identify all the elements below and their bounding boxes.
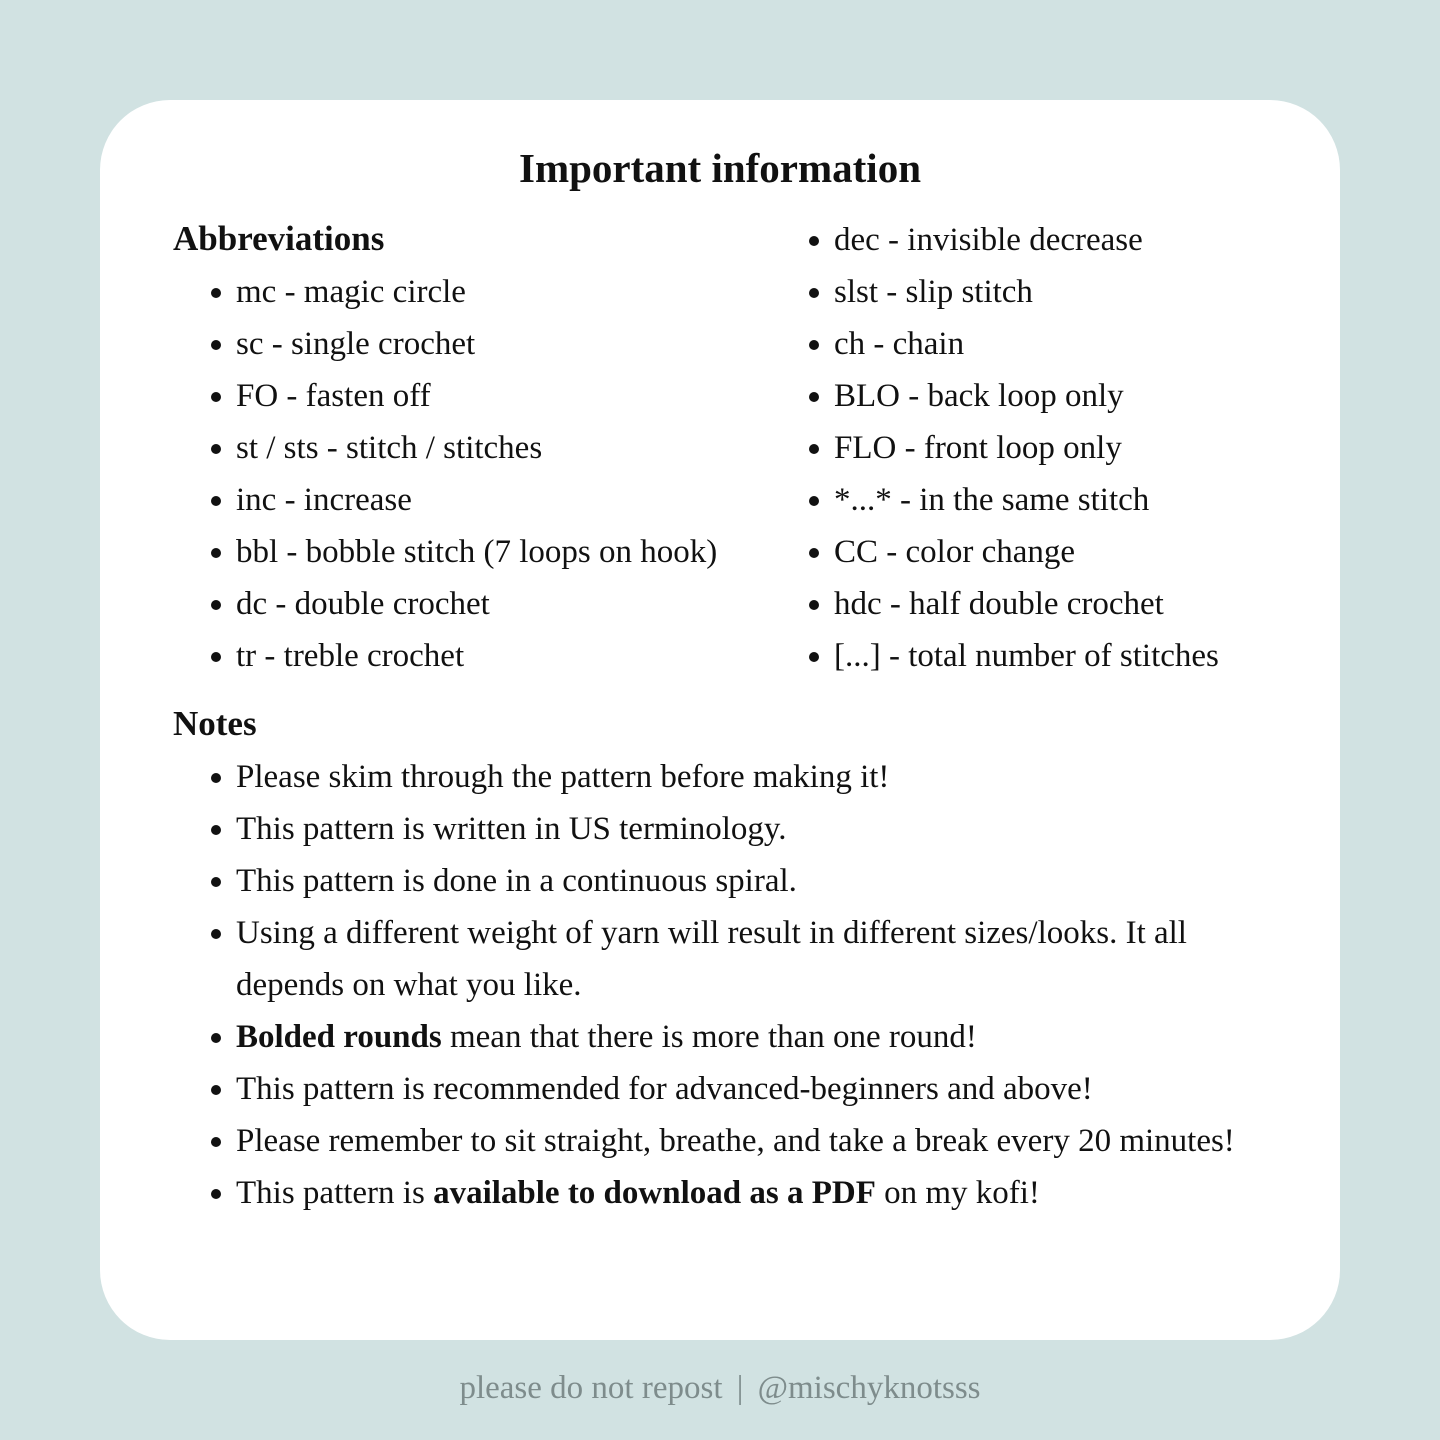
list-item: BLO - back loop only: [771, 370, 1219, 422]
list-item: hdc - half double crochet: [771, 578, 1219, 630]
list-item: CC - color change: [771, 526, 1219, 578]
list-item-bolded-rounds: [173, 1011, 1263, 1063]
footer-separator: |: [736, 1370, 744, 1406]
footer-handle: @mischyknotsss: [757, 1370, 981, 1406]
pdf-text-after: on my kofi!: [875, 1175, 1040, 1211]
list-item: Using a different weight of yarn will result in different sizes/looks. It all depends on what you like.: [173, 907, 1263, 1011]
bolded-rounds-text: mean that there is more than one round!: [441, 1019, 977, 1055]
abbreviations-heading: Abbreviations: [173, 219, 385, 258]
list-item: ch - chain: [771, 318, 1219, 370]
list-item: dec - invisible decrease: [771, 214, 1219, 266]
list-item: Please remember to sit straight, breathe, and take a break every 20 minutes!: [173, 1115, 1263, 1167]
list-item: dc - double crochet: [173, 578, 717, 630]
list-item: [...] - total number of stitches: [771, 630, 1219, 682]
list-item: slst - slip stitch: [771, 266, 1219, 318]
list-item: This pattern is written in US terminology.: [173, 803, 1263, 855]
list-item: sc - single crochet: [173, 318, 717, 370]
abbreviations-list-right: [771, 214, 1219, 682]
notes-heading: Notes: [173, 704, 257, 743]
bolded-rounds-bold: Bolded rounds: [236, 1019, 442, 1055]
footer-notice: please do not repost: [459, 1370, 723, 1406]
list-item: tr - treble crochet: [173, 630, 717, 682]
list-item-pdf: [173, 1167, 1263, 1219]
list-item: FLO - front loop only: [771, 422, 1219, 474]
list-item: This pattern is recommended for advanced-beginners and above!: [173, 1063, 1263, 1115]
pdf-text-before: This pattern is: [236, 1175, 434, 1211]
list-item: mc - magic circle: [173, 266, 717, 318]
list-item: This pattern is done in a continuous spiral.: [173, 855, 1263, 907]
list-item: st / sts - stitch / stitches: [173, 422, 717, 474]
list-item: FO - fasten off: [173, 370, 717, 422]
pdf-text-bold: available to download as a PDF: [433, 1175, 876, 1211]
list-item: *...* - in the same stitch: [771, 474, 1219, 526]
list-item: bbl - bobble stitch (7 loops on hook): [173, 526, 717, 578]
list-item: inc - increase: [173, 474, 717, 526]
page-title: Important information: [518, 145, 921, 191]
notes-list: [173, 751, 1263, 1219]
list-item: Please skim through the pattern before making it!: [173, 751, 1263, 803]
abbreviations-list-left: [173, 266, 717, 682]
footer: [0, 1365, 1440, 1411]
